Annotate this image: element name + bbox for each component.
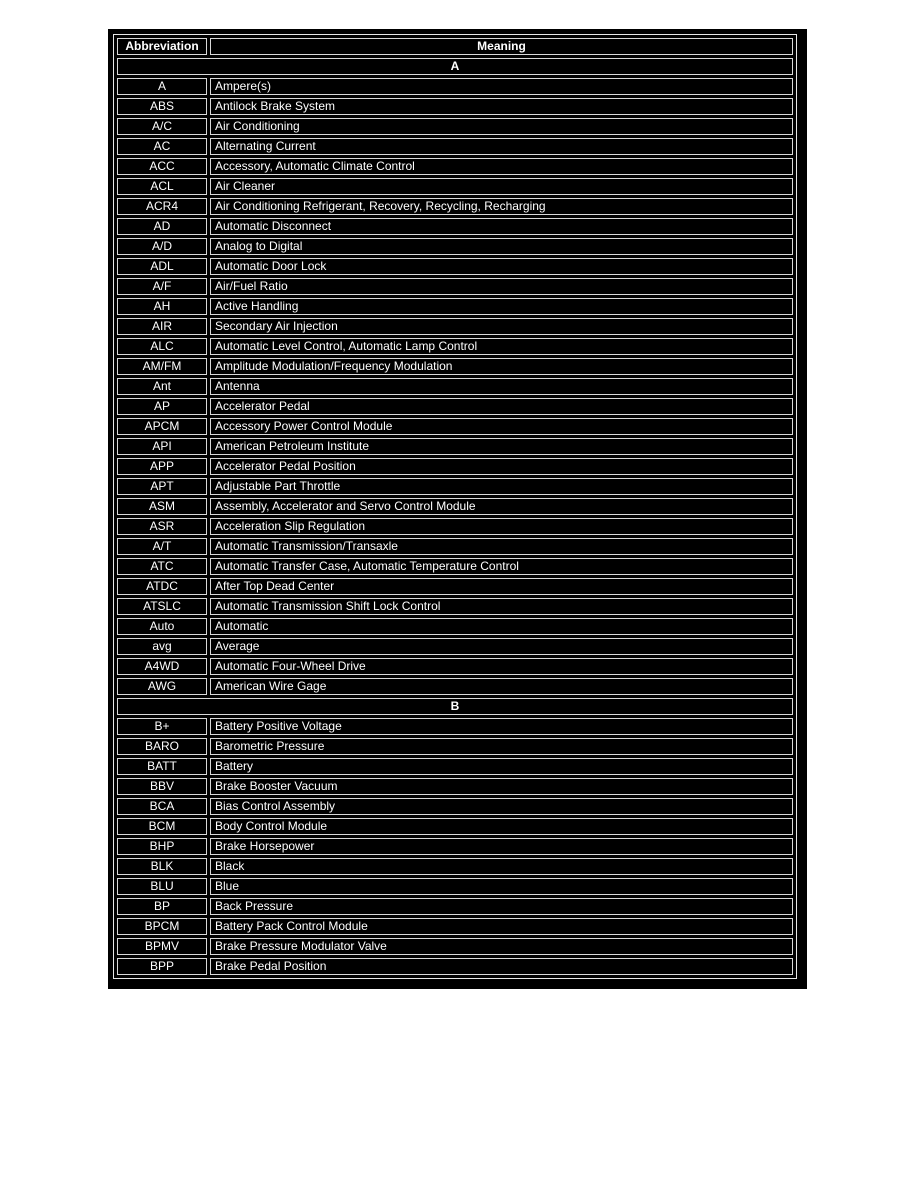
meaning-cell: American Wire Gage (210, 678, 793, 695)
abbr-cell: BPCM (117, 918, 207, 935)
table-row (117, 498, 793, 515)
table-row (117, 578, 793, 595)
abbr-cell: BPMV (117, 938, 207, 955)
table-row (117, 778, 793, 795)
meaning-cell: American Petroleum Institute (210, 438, 793, 455)
table-row (117, 338, 793, 355)
abbr-cell: AH (117, 298, 207, 315)
meaning-cell: Battery (210, 758, 793, 775)
abbr-cell: BATT (117, 758, 207, 775)
abbr-cell: AP (117, 398, 207, 415)
abbr-cell: A/T (117, 538, 207, 555)
abbr-cell: ADL (117, 258, 207, 275)
abbr-cell: APP (117, 458, 207, 475)
meaning-cell: Automatic (210, 618, 793, 635)
table-row (117, 438, 793, 455)
table-row (117, 118, 793, 135)
meaning-cell: Back Pressure (210, 898, 793, 915)
table-row (117, 138, 793, 155)
abbr-cell: ALC (117, 338, 207, 355)
abbr-cell: BLK (117, 858, 207, 875)
abbr-cell: APCM (117, 418, 207, 435)
section-letter: A (117, 58, 793, 75)
meaning-cell: Automatic Disconnect (210, 218, 793, 235)
abbr-cell: BLU (117, 878, 207, 895)
meaning-cell: Air/Fuel Ratio (210, 278, 793, 295)
table-row (117, 218, 793, 235)
abbr-cell: B+ (117, 718, 207, 735)
meaning-cell: Black (210, 858, 793, 875)
abbr-cell: ABS (117, 98, 207, 115)
table-row (117, 178, 793, 195)
table-row (117, 738, 793, 755)
meaning-cell: Amplitude Modulation/Frequency Modulation (210, 358, 793, 375)
table-row (117, 558, 793, 575)
meaning-cell: Brake Horsepower (210, 838, 793, 855)
meaning-cell: Battery Positive Voltage (210, 718, 793, 735)
meaning-cell: Average (210, 638, 793, 655)
abbr-cell: BPP (117, 958, 207, 975)
meaning-cell: Assembly, Accelerator and Servo Control Module (210, 498, 793, 515)
abbr-cell: BP (117, 898, 207, 915)
meaning-cell: Antenna (210, 378, 793, 395)
table-row (117, 758, 793, 775)
table-row (117, 878, 793, 895)
abbr-cell: AWG (117, 678, 207, 695)
table-row (117, 398, 793, 415)
abbr-cell: AM/FM (117, 358, 207, 375)
table-row (117, 238, 793, 255)
abbr-cell: avg (117, 638, 207, 655)
meaning-cell: Automatic Transmission Shift Lock Control (210, 598, 793, 615)
meaning-cell: Brake Booster Vacuum (210, 778, 793, 795)
table-row (117, 658, 793, 675)
table-row (117, 358, 793, 375)
abbr-cell: A/C (117, 118, 207, 135)
table-row (117, 598, 793, 615)
meaning-cell: Bias Control Assembly (210, 798, 793, 815)
meaning-cell: Automatic Level Control, Automatic Lamp Control (210, 338, 793, 355)
meaning-cell: Battery Pack Control Module (210, 918, 793, 935)
table-row (117, 418, 793, 435)
section-header-row (117, 698, 793, 715)
meaning-cell: Barometric Pressure (210, 738, 793, 755)
meaning-cell: Secondary Air Injection (210, 318, 793, 335)
meaning-cell: Blue (210, 878, 793, 895)
abbr-cell: ATC (117, 558, 207, 575)
table-row (117, 918, 793, 935)
meaning-cell: Adjustable Part Throttle (210, 478, 793, 495)
meaning-cell: Active Handling (210, 298, 793, 315)
table-row (117, 518, 793, 535)
abbr-cell: A/D (117, 238, 207, 255)
abbr-cell: APT (117, 478, 207, 495)
meaning-cell: Alternating Current (210, 138, 793, 155)
abbr-cell: ASR (117, 518, 207, 535)
meaning-cell: Brake Pressure Modulator Valve (210, 938, 793, 955)
abbreviation-table (113, 34, 797, 979)
meaning-cell: Acceleration Slip Regulation (210, 518, 793, 535)
table-body (117, 58, 793, 975)
column-header-meaning: Meaning (210, 38, 793, 55)
abbr-cell: ATSLC (117, 598, 207, 615)
table-row (117, 478, 793, 495)
table-row (117, 638, 793, 655)
table-row (117, 98, 793, 115)
abbr-cell: BBV (117, 778, 207, 795)
abbr-cell: Ant (117, 378, 207, 395)
abbr-cell: ACL (117, 178, 207, 195)
abbr-cell: Auto (117, 618, 207, 635)
meaning-cell: Air Cleaner (210, 178, 793, 195)
abbr-cell: ACR4 (117, 198, 207, 215)
meaning-cell: Accessory Power Control Module (210, 418, 793, 435)
abbr-cell: BCM (117, 818, 207, 835)
abbr-cell: ATDC (117, 578, 207, 595)
abbr-cell: API (117, 438, 207, 455)
table-row (117, 278, 793, 295)
table-row (117, 898, 793, 915)
table-row (117, 838, 793, 855)
abbr-cell: ASM (117, 498, 207, 515)
table-row (117, 318, 793, 335)
table-row (117, 458, 793, 475)
abbr-cell: A/F (117, 278, 207, 295)
section-header-row (117, 58, 793, 75)
abbr-cell: A (117, 78, 207, 95)
section-letter: B (117, 698, 793, 715)
abbr-cell: AIR (117, 318, 207, 335)
table-row (117, 618, 793, 635)
meaning-cell: Automatic Transmission/Transaxle (210, 538, 793, 555)
meaning-cell: Air Conditioning (210, 118, 793, 135)
abbr-cell: AD (117, 218, 207, 235)
table-row (117, 258, 793, 275)
meaning-cell: Automatic Transfer Case, Automatic Temperature Control (210, 558, 793, 575)
table-row (117, 938, 793, 955)
abbreviation-table-frame (108, 29, 807, 989)
table-row (117, 198, 793, 215)
table-row (117, 858, 793, 875)
meaning-cell: Antilock Brake System (210, 98, 793, 115)
meaning-cell: Air Conditioning Refrigerant, Recovery, Recycling, Recharging (210, 198, 793, 215)
table-row (117, 158, 793, 175)
meaning-cell: Analog to Digital (210, 238, 793, 255)
abbr-cell: BCA (117, 798, 207, 815)
meaning-cell: Accessory, Automatic Climate Control (210, 158, 793, 175)
meaning-cell: Accelerator Pedal (210, 398, 793, 415)
meaning-cell: Ampere(s) (210, 78, 793, 95)
column-header-abbreviation: Abbreviation (117, 38, 207, 55)
meaning-cell: Accelerator Pedal Position (210, 458, 793, 475)
meaning-cell: Automatic Four-Wheel Drive (210, 658, 793, 675)
table-row (117, 818, 793, 835)
table-row (117, 538, 793, 555)
abbr-cell: ACC (117, 158, 207, 175)
table-row (117, 798, 793, 815)
table-row (117, 298, 793, 315)
meaning-cell: Automatic Door Lock (210, 258, 793, 275)
table-row (117, 378, 793, 395)
abbr-cell: A4WD (117, 658, 207, 675)
table-row (117, 78, 793, 95)
meaning-cell: Brake Pedal Position (210, 958, 793, 975)
table-row (117, 958, 793, 975)
table-row (117, 718, 793, 735)
abbr-cell: BARO (117, 738, 207, 755)
table-header-row (117, 38, 793, 55)
meaning-cell: After Top Dead Center (210, 578, 793, 595)
meaning-cell: Body Control Module (210, 818, 793, 835)
abbr-cell: BHP (117, 838, 207, 855)
abbr-cell: AC (117, 138, 207, 155)
table-row (117, 678, 793, 695)
